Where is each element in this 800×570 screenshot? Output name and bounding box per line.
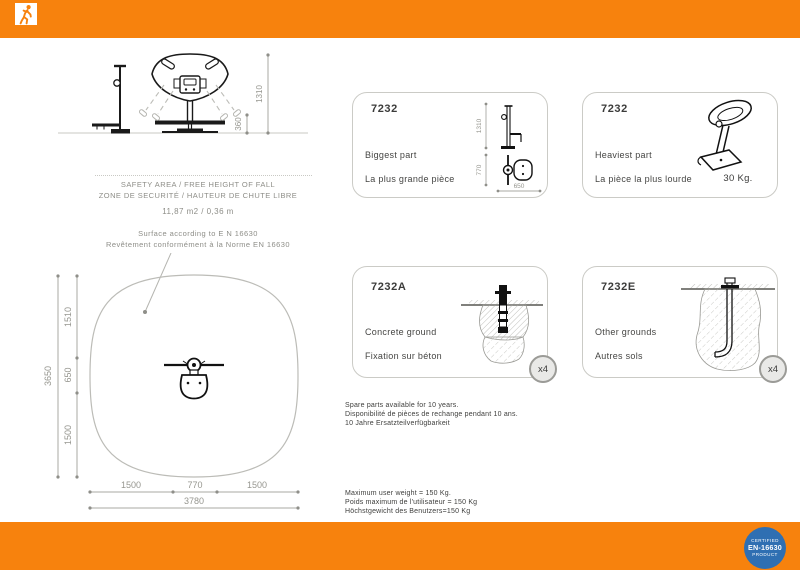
runner-icon: [15, 3, 37, 25]
card-ref: 7232E: [601, 281, 636, 293]
dotted-separator: [95, 175, 312, 176]
dim-width-left-label: 1500: [120, 480, 142, 490]
badge-top-text: CERTIFIED: [751, 538, 779, 544]
dim-depth-bottom-label: 1500: [63, 424, 73, 446]
plan-left-dimensions: [43, 274, 79, 478]
front-view-equipment: [152, 54, 228, 133]
card-concrete-ground: [352, 266, 548, 378]
card-ref: 7232A: [371, 281, 407, 293]
spare-parts-line-de: 10 Jahre Ersatzteilverfügbarkeit: [345, 420, 450, 427]
plan-bottom-dimensions: [88, 480, 299, 510]
card-heaviest-part: [582, 92, 778, 198]
dim-width-mid-label: 770: [187, 480, 203, 490]
dim-free-height-label: 360: [234, 117, 243, 131]
badge-bottom-text: PRODUCT: [752, 552, 778, 558]
card-dim-depth: 770: [476, 164, 483, 176]
card-other-grounds: [582, 266, 778, 378]
safety-area-label-fr: ZONE DE SECURITÉ / HAUTEUR DE CHUTE LIBRE: [98, 191, 298, 200]
max-weight-line-de: Höchstgewicht des Benutzers=150 Kg: [345, 508, 471, 515]
surface-note-en: Surface according to E N 16630: [138, 229, 258, 238]
quantity-badge: x4: [759, 355, 787, 383]
en16630-certified-badge: [744, 527, 786, 569]
brand-logo: [15, 3, 37, 25]
card-label-fr: La plus grande pièce: [365, 174, 455, 184]
card-dim-width: 650: [513, 183, 525, 190]
card-label-fr: Fixation sur béton: [365, 351, 442, 361]
spare-parts-line-en: Spare parts available for 10 years.: [345, 402, 459, 409]
dim-depth-top-label: 1510: [63, 306, 73, 328]
card-biggest-part: [352, 92, 548, 198]
badge-standard-text: EN-16630: [748, 542, 782, 552]
heaviest-part-drawing: [683, 97, 773, 173]
card-label-en: Heaviest part: [595, 150, 652, 160]
max-weight-note: [345, 489, 477, 516]
dim-total-width-label: 3780: [183, 496, 205, 506]
card-label-fr: Autres sols: [595, 351, 643, 361]
dim-depth-mid-label: 650: [63, 367, 73, 383]
side-view-equipment: [92, 66, 130, 134]
max-weight-line-fr: Poids maximum de l'utilisateur = 150 Kg: [345, 499, 478, 506]
leader-line: [145, 253, 171, 312]
leader-dot: [143, 310, 147, 314]
safety-area-label-en: SAFETY AREA / FREE HEIGHT OF FALL: [120, 180, 276, 189]
surface-note-fr: Revêtement conformément à la Norme EN 16630: [105, 240, 290, 249]
dim-total-height-label: 1310: [255, 85, 264, 103]
biggest-part-drawing: [468, 97, 546, 195]
quantity-badge: x4: [529, 355, 557, 383]
bottom-orange-bar: [0, 522, 800, 570]
spare-parts-note: [345, 401, 518, 428]
card-label-en: Concrete ground: [365, 327, 437, 337]
card-label-en: Biggest part: [365, 150, 417, 160]
max-weight-line-en: Maximum user weight = 150 Kg.: [345, 490, 451, 497]
hand-glyphs: [139, 109, 242, 121]
spare-parts-line-fr: Disponibilité de pièces de rechange pendant 10 ans.: [345, 411, 518, 418]
card-dim-height: 1310: [476, 118, 483, 134]
safety-area-values: 11,87 m2 / 0,36 m: [162, 207, 234, 216]
card-ref: 7232: [601, 103, 628, 115]
dim-width-right-label: 1500: [246, 480, 268, 490]
card-label-en: Other grounds: [595, 327, 657, 337]
equipment-top-view: [164, 359, 224, 399]
plan-view-drawing: [40, 253, 320, 520]
card-weight-value: 30 Kg.: [723, 173, 753, 184]
elevation-dimensions: [234, 53, 270, 134]
card-ref: 7232: [371, 103, 398, 115]
card-label-fr: La pièce la plus lourde: [595, 174, 692, 184]
dim-total-depth-label: 3650: [43, 365, 53, 387]
elevation-drawing: [40, 45, 320, 180]
top-orange-bar: [0, 0, 800, 38]
